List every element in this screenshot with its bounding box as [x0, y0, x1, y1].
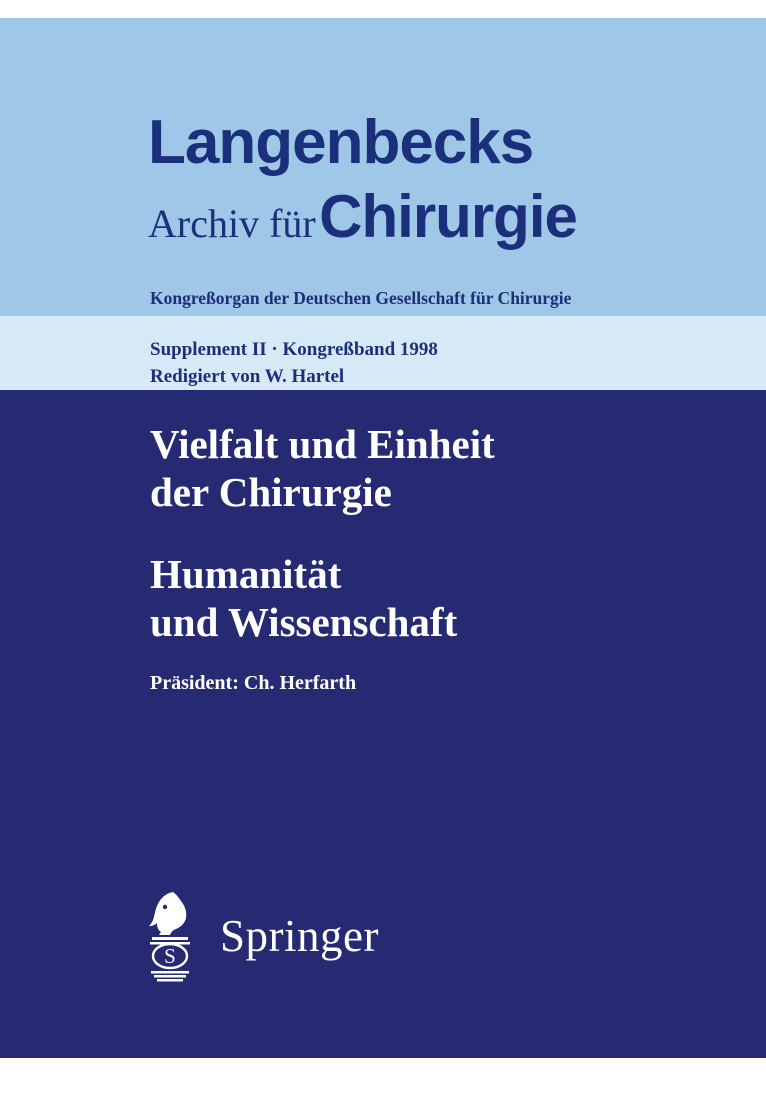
journal-title-line2: [148, 183, 748, 262]
journal-title-chirurgie: Chirurgie: [319, 183, 577, 250]
main-title-block-1: [150, 420, 730, 516]
main-title-line-4: und Wissenschaft: [150, 599, 458, 645]
main-title-block-2: [150, 550, 730, 646]
journal-title-line1: Langenbecks: [148, 108, 534, 177]
supplement-line-1: Supplement II · Kongreßband 1998: [150, 339, 438, 360]
supplement-info: [150, 336, 438, 390]
main-title-line-3: Humanität: [150, 551, 342, 597]
svg-text:S: S: [164, 944, 176, 968]
main-title-line-1: Vielfalt und Einheit: [150, 421, 495, 467]
springer-knight-logo-icon: [140, 888, 210, 984]
publisher-block: [140, 888, 540, 984]
journal-title: [148, 108, 748, 262]
journal-title-archiv: Archiv für: [148, 201, 316, 246]
journal-subtitle: Kongreßorgan der Deutschen Gesellschaft für Chirurgie: [150, 288, 572, 308]
president-line: Präsident: Ch. Herfarth: [150, 672, 357, 694]
publisher-name: Springer: [220, 911, 379, 961]
bottom-margin: [0, 1058, 766, 1099]
main-title-line-2: der Chirurgie: [150, 469, 392, 515]
supplement-line-2: Redigiert von W. Hartel: [150, 366, 345, 387]
